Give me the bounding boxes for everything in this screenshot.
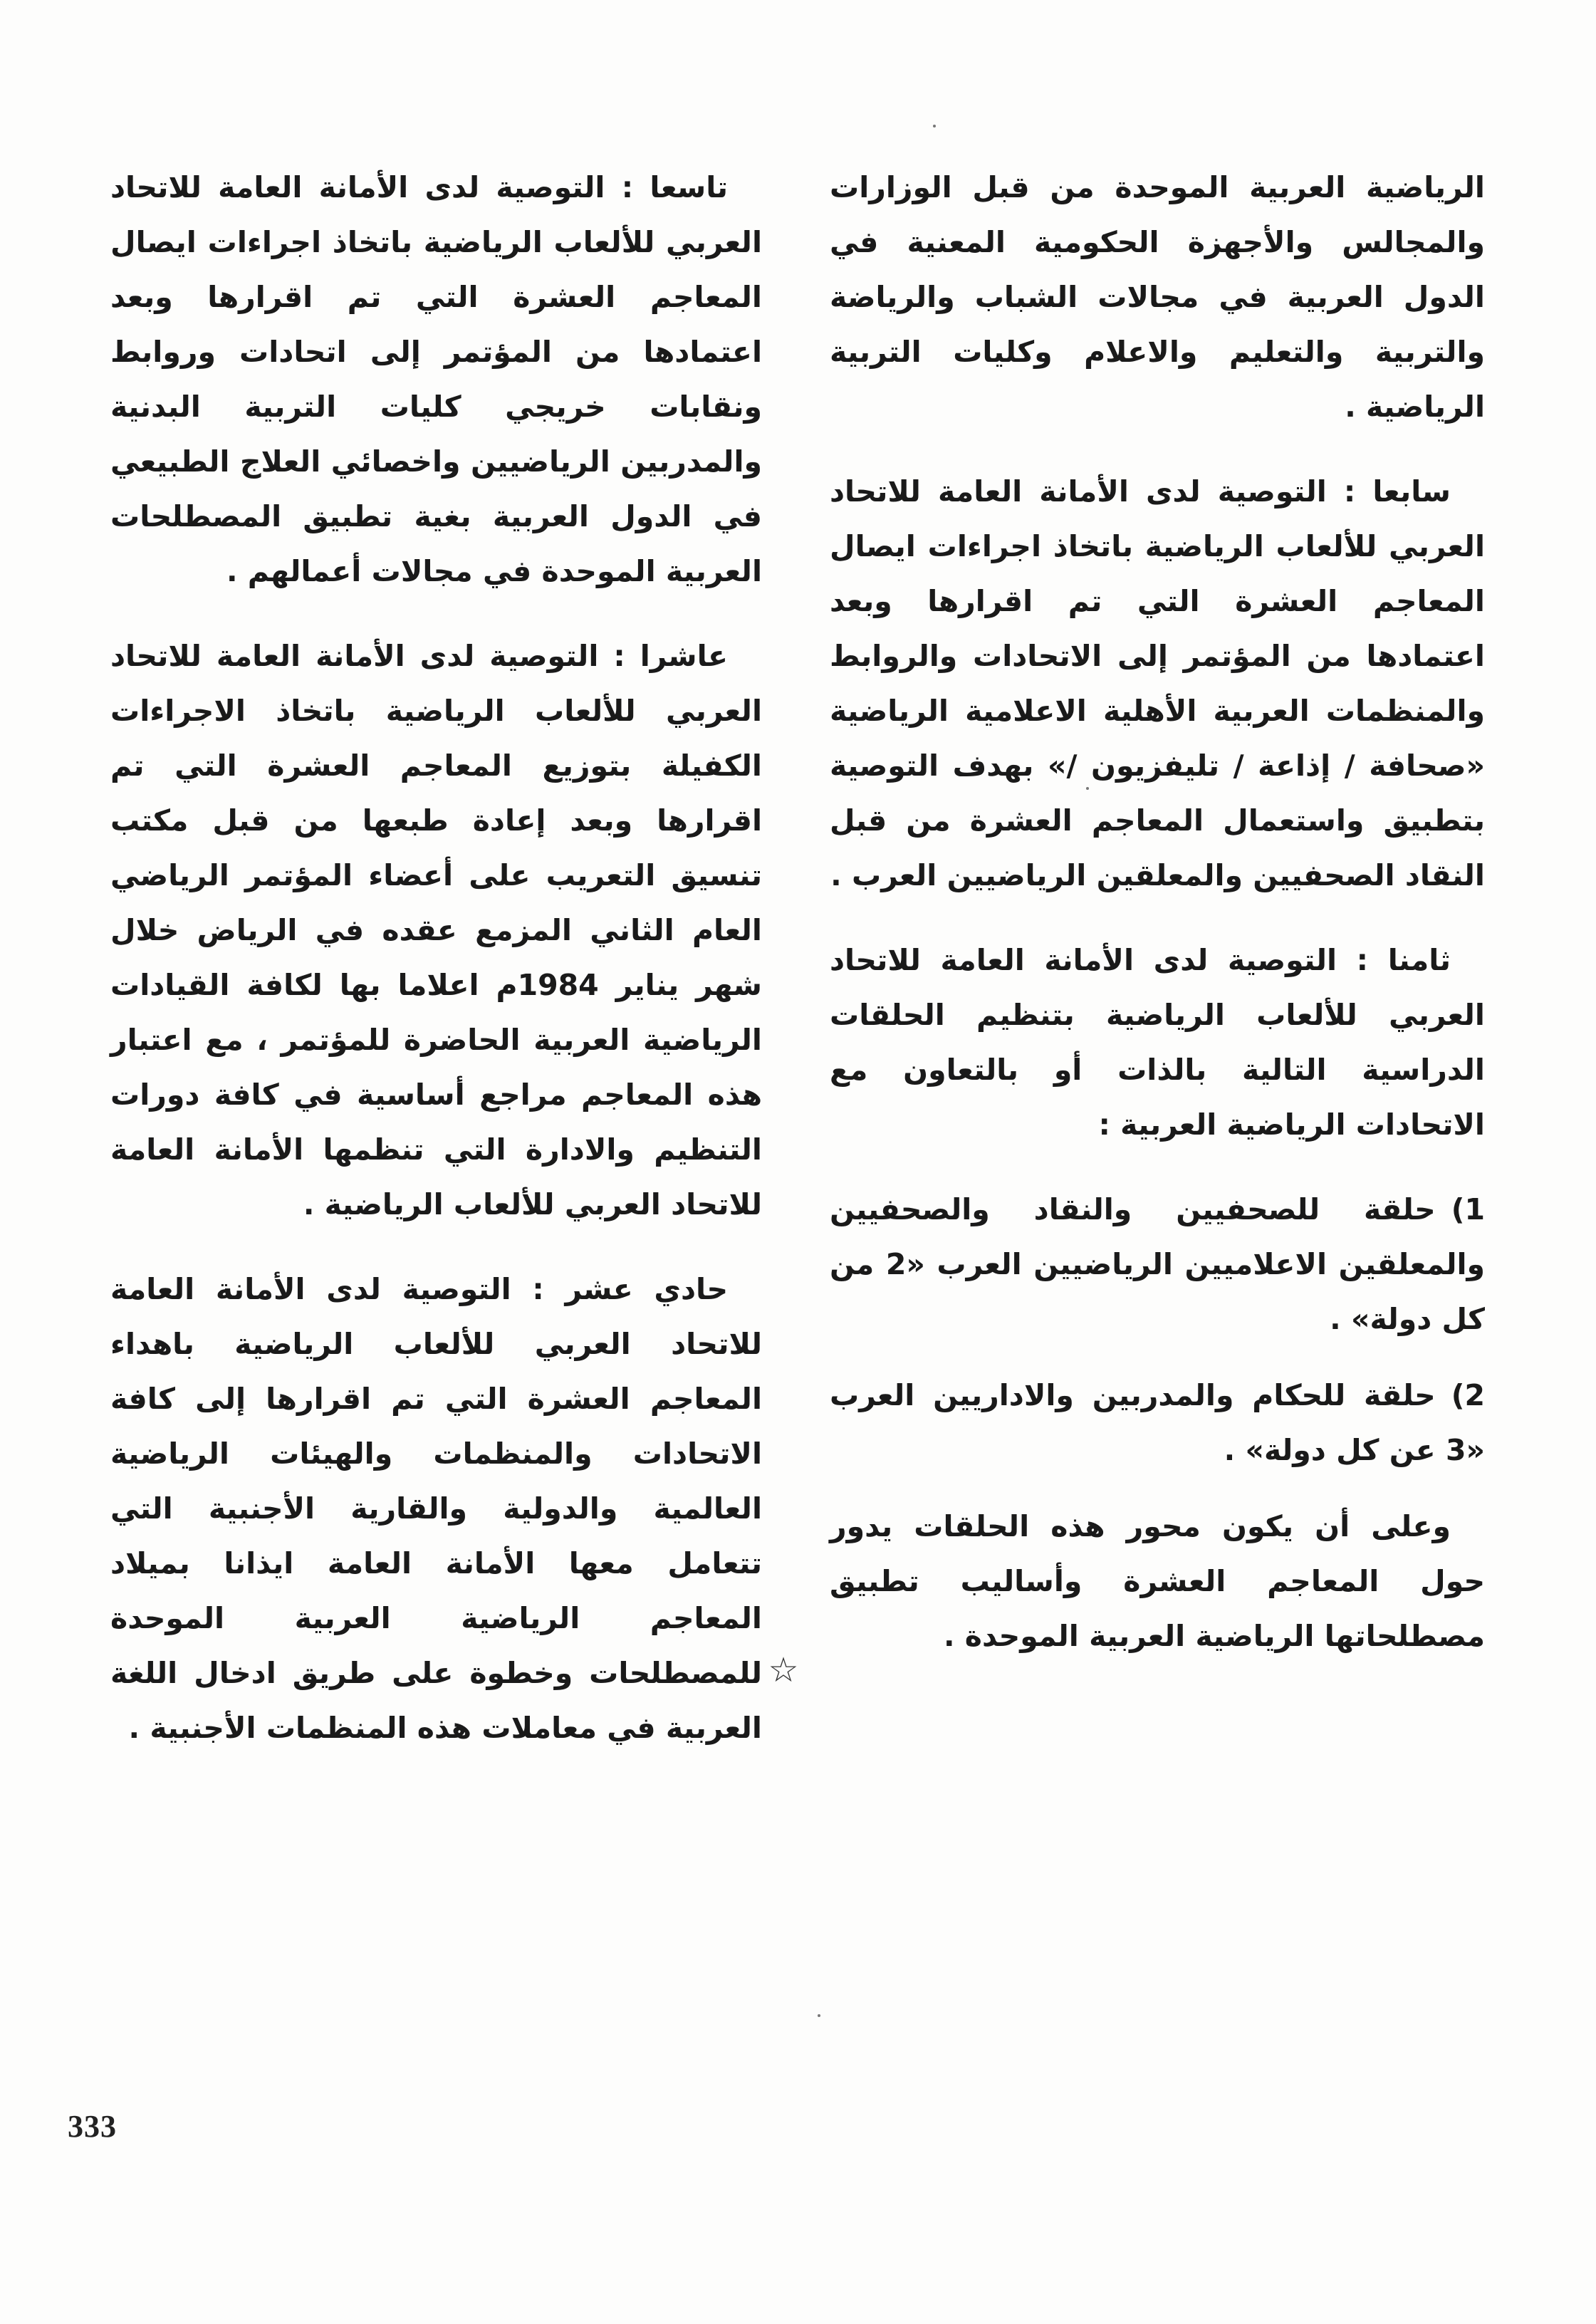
list-item: [830, 1368, 1485, 1478]
list-item-number: 1): [1451, 1192, 1485, 1226]
page-number: 333: [68, 2109, 117, 2144]
list-item-text: حلقة للحكام والمدربين والاداريين العرب «3 عن كل دولة» .: [830, 1378, 1485, 1467]
right-text-column: [830, 160, 1485, 1694]
list-item-text: حلقة للصحفيين والنقاد والصحفيين والمعلقين الاعلاميين الرياضيين العرب «2 من كل دولة» .: [830, 1192, 1485, 1336]
paragraph: وعلى أن يكون محور هذه الحلقات يدور حول المعاجم العشرة وأساليب تطبيق مصطلحاتها الرياضية العربية الموحدة .: [830, 1509, 1485, 1653]
paragraph-eleventh: حادي عشر : التوصية لدى الأمانة العامة للاتحاد العربي للألعاب الرياضية باهداء المعاجم العشرة التي تم اقرارها إلى كافة الاتحادات والمنظمات والهيئات الرياضية العالمية والدولية والقارية الأجنبية التي تتعامل معها الأمانة العامة ايذانا بميلاد المعاجم الرياضية العربية الموحدة للمصطلحات وخطوة على طريق ادخال اللغة العربية في معاملات هذه المنظمات الأجنبية .: [110, 1272, 762, 1745]
left-text-column: [110, 160, 762, 1786]
paragraph-eighth: ثامنا : التوصية لدى الأمانة العامة للاتحاد العربي للألعاب الرياضية بتنظيم الحلقات الدراسية التالية بالذات أو بالتعاون مع الاتحادات الرياضية العربية :: [830, 943, 1485, 1142]
paragraph-seventh: سابعا : التوصية لدى الأمانة العامة للاتحاد العربي للألعاب الرياضية باتخاذ اجراءات ايصال المعاجم العشرة التي تم اقرارها وبعد اعتمادها من المؤتمر إلى الاتحادات والروابط والمنظمات العربية الأهلية الاعلامية الرياضية «صحافة / إذاعة / تليفزيون /» بهدف التوصية بتطبيق واستعمال المعاجم العشرة من قبل النقاد الصحفيين والمعلقين الرياضيين العرب .: [830, 474, 1485, 892]
paragraph-ninth: تاسعا : التوصية لدى الأمانة العامة للاتحاد العربي للألعاب الرياضية باتخاذ اجراءات ايصال المعاجم العشرة التي تم اقرارها وبعد اعتمادها من المؤتمر إلى اتحادات وروابط ونقابات خريجي كليات التربية البدنية والمدربين الرياضيين واخصائي العلاج الطبيعي في الدول العربية بغية تطبيق المصطلحات العربية الموحدة في مجالات أعمالهم .: [110, 170, 762, 588]
paragraph: الرياضية العربية الموحدة من قبل الوزارات والمجالس والأجهزة الحكومية المعنية في الدول العربية في مجالات الشباب والرياضة والتربية والتعليم والاعلام وكليات التربية الرياضية .: [830, 170, 1485, 424]
list-item: [830, 1182, 1485, 1347]
paragraph-tenth: عاشرا : التوصية لدى الأمانة العامة للاتحاد العربي للألعاب الرياضية باتخاذ الاجراءات الكفيلة بتوزيع المعاجم العشرة التي تم اقرارها وبعد إعادة طبعها من قبل مكتب تنسيق التعريب على أعضاء المؤتمر الرياضي العام الثاني المزمع عقده في الرياض خلال شهر يناير 1984م اعلاما بها لكافة القيادات الرياضية العربية الحاضرة للمؤتمر ، مع اعتبار هذه المعاجم مراجع أساسية في كافة دورات التنظيم والادارة التي تنظمها الأمانة العامة للاتحاد العربي للألعاب الرياضية .: [110, 639, 763, 1221]
scan-speck: [818, 2014, 820, 2017]
scan-speck: [933, 125, 936, 127]
star-ornament-icon: ☆: [768, 1650, 799, 1690]
list-item-number: 2): [1451, 1378, 1485, 1412]
